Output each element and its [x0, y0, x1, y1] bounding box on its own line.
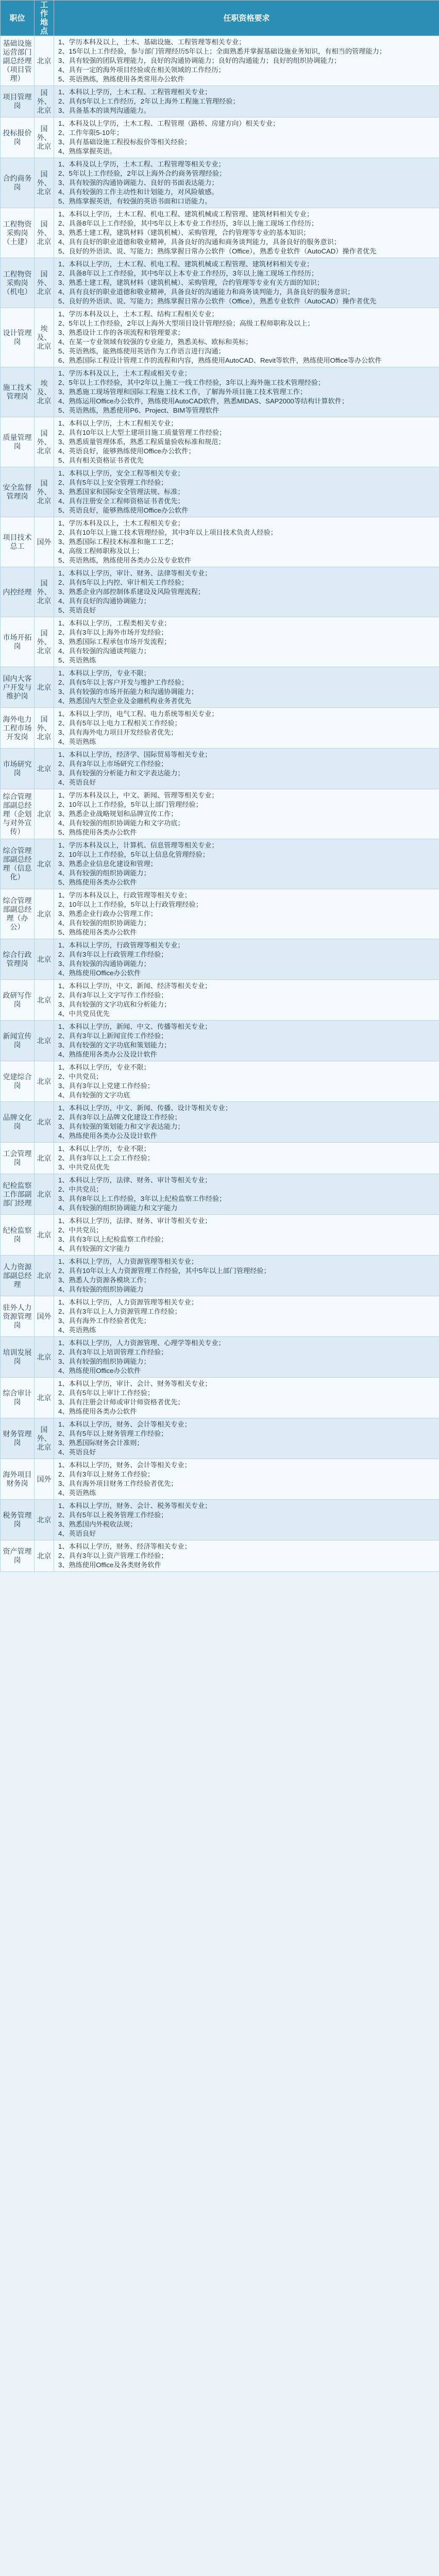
- requirements-cell: [54, 980, 439, 1021]
- requirement-line: 3、具有较强的策划能力和文字表达能力；: [58, 1123, 184, 1130]
- requirement-line: 4、中共党员优先: [58, 1010, 110, 1018]
- requirement-line: 2、具有5年以上审计工作经验；: [58, 1389, 155, 1397]
- requirement-line: 1、本科以上学历，专业不限；: [58, 669, 150, 677]
- table-row: [1, 467, 439, 517]
- requirement-line: 4、具有注册安全工程师资格证书者优先；: [58, 497, 184, 505]
- position-name: 工程物资采购岗（机电）: [1, 258, 35, 308]
- requirements-cell: [54, 1418, 439, 1459]
- requirement-line: 3、具有海外项目财务工作经验者优先；: [58, 1480, 178, 1487]
- requirement-line: 1、本科以上学历，人力资源管理等相关专业；: [58, 1258, 198, 1265]
- work-location: 北京: [35, 889, 54, 939]
- requirement-line: 4、英语良好，能够熟练使用Office办公软件；: [58, 447, 195, 455]
- table-row: [1, 1102, 439, 1143]
- requirements-cell: [54, 1540, 439, 1572]
- requirements-cell: [54, 1256, 439, 1296]
- requirement-line: 4、英语良好: [58, 1448, 96, 1456]
- requirement-line: 1、学历本科及以上，土木工程、结构工程相关专业；: [58, 310, 218, 318]
- requirement-line: 1、本科以上学历，专业不限；: [58, 1063, 150, 1071]
- requirements-cell: [54, 1500, 439, 1540]
- requirement-line: 1、本科以上学历，安全工程等相关专业；: [58, 469, 184, 477]
- work-location: 北京: [35, 1215, 54, 1256]
- requirement-line: 5、具有相关资格证书者优先: [58, 456, 144, 464]
- requirement-line: 1、本科以上学历，中文、新闻、经济等相关专业；: [58, 982, 212, 990]
- requirement-line: 4、具有较强的文字功底: [58, 1091, 130, 1099]
- work-location: 埃及、北京: [35, 308, 54, 367]
- position-name: 工会管理岗: [1, 1143, 35, 1174]
- requirement-line: 3、具有基础设施工程投标报价等相关经验；: [58, 138, 191, 146]
- requirement-line: 3、熟悉国际工程承包市场开发流程；: [58, 638, 171, 646]
- work-location: 国外、北京: [35, 208, 54, 258]
- position-name: 市场研究岗: [1, 749, 35, 789]
- requirement-line: 2、中共党员；: [58, 1226, 103, 1234]
- table-row: [1, 839, 439, 889]
- requirement-line: 4、英语熟练: [58, 738, 96, 745]
- work-location: 北京: [35, 839, 54, 889]
- position-name: 工程物资采购岗（土建）: [1, 208, 35, 258]
- work-location: 北京: [35, 789, 54, 839]
- requirement-line: 1、本科以上学历，审计、财务、法律等相关专业；: [58, 569, 212, 577]
- requirement-line: 3、具有较强的沟通协调能力、良好的书面表达能力；: [58, 179, 218, 187]
- requirement-line: 3、熟悉土建工程，建筑材料（建筑机械）、采购管理，合约管理等专业有关方面的知识；: [58, 279, 324, 286]
- requirement-line: 3、具有较强的文字功底和策划能力；: [58, 1041, 171, 1049]
- work-location: 国外、北京: [35, 1418, 54, 1459]
- requirement-line: 1、本科及以上学历，土木工程、工程管理等相关专业；: [58, 160, 225, 168]
- position-name: 政研写作岗: [1, 980, 35, 1021]
- requirement-line: 2、具有3年以上财务工作经验；: [58, 1470, 155, 1478]
- requirement-line: 3、具有较强的市场开拓能力和沟通协调能力；: [58, 688, 198, 696]
- requirement-line: 1、学历本科及以上，中文、新闻、管理等相关专业；: [58, 791, 218, 799]
- table-row: [1, 708, 439, 749]
- requirement-line: 1、本科以上学历，财务、会计、税务等相关专业；: [58, 1502, 212, 1510]
- requirement-line: 1、学历本科及以上，土木工程相关专业；: [58, 519, 184, 527]
- requirement-line: 2、具备8年以上工作经验，其中5年以上本专业工作经历，3年以上施工现场工作经历；: [58, 269, 318, 277]
- requirement-line: 4、英语良好: [58, 778, 96, 786]
- requirement-line: 4、具有一定的海外项目经验或在相关领域的工作经历；: [58, 66, 225, 74]
- requirement-line: 4、具有较强的工作主动性和计划能力，对风险敏感。: [58, 188, 218, 196]
- requirements-cell: [54, 117, 439, 158]
- work-location: 北京: [35, 1378, 54, 1418]
- work-location: 国外、北京: [35, 158, 54, 208]
- requirement-line: 2、具有5年以上工作经历，2年以上海外工程施工管理经验；: [58, 97, 240, 105]
- position-name: 新闻宣传岗: [1, 1021, 35, 1061]
- requirement-line: 3、熟悉企业内部控制体系建设及风险管理流程；: [58, 588, 205, 596]
- requirement-line: 5、英语熟练，熟练使用各类办公及专业软件: [58, 556, 191, 564]
- requirement-line: 3、熟悉设计工作的各项流程和管理要求；: [58, 329, 184, 336]
- position-name: 综合行政管理岗: [1, 939, 35, 980]
- requirements-cell: [54, 308, 439, 367]
- requirements-cell: [54, 158, 439, 208]
- position-name: 合约商务岗: [1, 158, 35, 208]
- requirement-line: 3、具有较强的文字功底和分析能力；: [58, 1001, 171, 1008]
- requirement-line: 3、熟悉国际财务会计准则；: [58, 1439, 144, 1447]
- work-location: 北京: [35, 36, 54, 86]
- requirements-cell: [54, 1459, 439, 1500]
- requirement-line: 2、具有5年以上内控、审计相关工作经验；: [58, 579, 189, 586]
- requirement-line: 3、熟悉企业战略规划和品牌宣传工作；: [58, 810, 178, 818]
- table-row: [1, 1021, 439, 1061]
- requirement-line: 4、熟练使用Office办公软件: [58, 1367, 141, 1375]
- position-name: 纪检监察工作部副部门经理: [1, 1174, 35, 1215]
- table-row: [1, 889, 439, 939]
- requirement-line: 2、中共党员；: [58, 1185, 103, 1193]
- table-row: [1, 86, 439, 117]
- requirement-line: 3、具有较强的沟通协调能力；: [58, 960, 150, 968]
- requirement-line: 2、具有3年以上行政管理工作经验；: [58, 951, 168, 958]
- table-row: [1, 208, 439, 258]
- work-location: 国外、北京: [35, 86, 54, 117]
- requirement-line: 4、英语熟练: [58, 1326, 96, 1334]
- work-location: 国外: [35, 517, 54, 567]
- requirement-line: 4、熟练使用Office办公软件: [58, 969, 141, 977]
- position-name: 内控经理: [1, 567, 35, 617]
- requirement-line: 4、具有较强的组织协调能力: [58, 1285, 144, 1293]
- requirement-line: 1、本科以上学历，财务、经济等相关专业；: [58, 1543, 191, 1550]
- work-location: 北京: [35, 1540, 54, 1572]
- requirement-line: 4、具有较强的组织协调能力和文字功底；: [58, 819, 184, 827]
- requirement-line: 2、具有5年以上电力工程相关工作经验；: [58, 719, 181, 727]
- requirement-line: 1、本科以上学历，经济学、国际贸易等相关专业；: [58, 751, 212, 758]
- work-location: 北京: [35, 980, 54, 1021]
- requirement-line: 4、英语熟练: [58, 1489, 96, 1497]
- requirement-line: 5、熟练掌握英语，有较强的英语书面和口语能力。: [58, 197, 212, 205]
- requirement-line: 1、本科以上学历，土木工程、机电工程、建筑机械或工程管理、建筑材料相关专业；: [58, 210, 314, 218]
- requirement-line: 3、熟悉施工现场管理和国际工程施工技术工作，了解海外项目施工技术管理工作；: [58, 388, 307, 396]
- requirement-line: 4、具有较强的沟通谈判能力；: [58, 647, 150, 655]
- requirement-line: 4、英语良好: [58, 1530, 96, 1537]
- table-row: [1, 308, 439, 367]
- position-name: 综合管理部副总经理（企划与对外宣传）: [1, 789, 35, 839]
- requirement-line: 1、本科以上学历，工程类相关专业；: [58, 619, 171, 627]
- requirement-line: 4、熟练使用各类办公及设计软件: [58, 1050, 157, 1058]
- work-location: 国外、北京: [35, 708, 54, 749]
- requirement-line: 1、学历本科及以上，土木、基础设施、工程管理等相关专业；: [58, 38, 246, 46]
- requirement-line: 3、熟悉国家和国际安全管理法规、标准；: [58, 488, 184, 496]
- requirement-line: 2、中共党员；: [58, 1073, 103, 1080]
- requirement-line: 3、熟悉人力资源各模块工作；: [58, 1276, 150, 1284]
- requirements-cell: [54, 1143, 439, 1174]
- requirement-line: 2、具有5年以上客户开发与维护工作经验；: [58, 679, 189, 686]
- table-header-row: [1, 1, 439, 36]
- requirement-line: 3、具有较强的分析能力和文字表达能力；: [58, 769, 184, 777]
- requirements-cell: [54, 208, 439, 258]
- position-name: 施工技术管理岗: [1, 367, 35, 417]
- requirement-line: 5、英语熟练，熟悉使用P6、Project、BIM等管理软件: [58, 406, 220, 414]
- position-name: 党建综合岗: [1, 1061, 35, 1102]
- position-name: 培训发展岗: [1, 1337, 35, 1378]
- table-row: [1, 1500, 439, 1540]
- table-row: [1, 1143, 439, 1174]
- requirement-line: 1、学历本科及以上，计算机、信息管理等相关专业；: [58, 841, 218, 849]
- work-location: 北京: [35, 1021, 54, 1061]
- requirement-line: 3、具有海外电力项目开发经验者优先；: [58, 728, 178, 736]
- position-name: 海外项目财务岗: [1, 1459, 35, 1500]
- requirements-column-header: 任职资格要求: [54, 1, 439, 36]
- table-row: [1, 1296, 439, 1337]
- requirement-line: 2、具有3年以上人力资源管理工作经验；: [58, 1308, 181, 1315]
- table-row: [1, 117, 439, 158]
- work-location: 国外: [35, 1459, 54, 1500]
- requirement-line: 2、5年以上工作经验，2年以上海外合约商务管理经验；: [58, 170, 226, 177]
- work-location: 北京: [35, 667, 54, 708]
- requirements-cell: [54, 749, 439, 789]
- work-location: 北京: [35, 939, 54, 980]
- requirement-line: 3、具有较强的团队管理能力，良好的沟通协调能力；良好的沟通能力；良好的组织协调能力；: [58, 57, 341, 64]
- work-location: 北京: [35, 1143, 54, 1174]
- table-row: [1, 1215, 439, 1256]
- requirement-line: 1、本科以上学历，行政管理等相关专业；: [58, 941, 184, 949]
- work-location: 国外、北京: [35, 467, 54, 517]
- table-row: [1, 367, 439, 417]
- requirement-line: 5、熟练使用各类办公软件: [58, 828, 137, 836]
- table-row: [1, 417, 439, 467]
- requirement-line: 4、具有较强的组织协调能力和文字能力: [58, 1204, 178, 1212]
- position-name: 财务管理岗: [1, 1418, 35, 1459]
- position-name: 综合管理部副总经理（办公）: [1, 889, 35, 939]
- requirement-line: 2、具有10年以上施工技术管理经验，其中3年以上项目技术负责人经验；: [58, 529, 277, 536]
- requirement-line: 2、10年以上工作经验，5年以上行政管理经验；: [58, 901, 202, 908]
- requirement-line: 2、具有3年以上培训管理工作经验；: [58, 1348, 168, 1356]
- table-row: [1, 1540, 439, 1572]
- requirement-line: 2、具有3年以上资产管理工作经验；: [58, 1552, 168, 1560]
- table-row: [1, 749, 439, 789]
- job-rows: [1, 36, 439, 1572]
- requirements-cell: [54, 417, 439, 467]
- requirement-line: 1、本科以上学历，新闻、中文、传播等相关专业；: [58, 1023, 212, 1030]
- requirement-line: 1、本科以上学历，中文、新闻、传播、设计等相关专业；: [58, 1104, 232, 1112]
- table-row: [1, 667, 439, 708]
- position-name: 税务管理岗: [1, 1500, 35, 1540]
- requirement-line: 3、具有较强的组织协调能力；: [58, 1358, 150, 1365]
- requirements-cell: [54, 1378, 439, 1418]
- requirement-line: 5、英语熟练，熟练使用各类常用办公软件: [58, 75, 184, 83]
- requirement-line: 1、本科以上学历，人力资源管理、心理学等相关专业；: [58, 1339, 225, 1347]
- requirement-line: 3、具有注册会计师或审计师资格者优先；: [58, 1398, 184, 1406]
- requirement-line: 3、熟练使用Office及各类财务软件: [58, 1561, 161, 1569]
- requirements-cell: [54, 839, 439, 889]
- work-location: 北京: [35, 1061, 54, 1102]
- requirements-cell: [54, 1174, 439, 1215]
- requirements-cell: [54, 1102, 439, 1143]
- position-name: 综合审计岗: [1, 1378, 35, 1418]
- requirement-line: 2、具备8年以上工作经验，其中5年以上本专业工作经历，3年以上施工现场工作经历；: [58, 219, 318, 227]
- requirement-line: 4、具有较强的文字能力: [58, 1245, 130, 1252]
- requirement-line: 2、具有10年以上大型土建项目施工质量管理工作经验；: [58, 429, 226, 436]
- position-name: 海外电力工程市场开发岗: [1, 708, 35, 749]
- table-row: [1, 1418, 439, 1459]
- requirement-line: 1、本科以上学历，专业不限；: [58, 1145, 150, 1153]
- requirement-line: 3、熟悉质量管理体系，熟悉工程质量验收标准和规范；: [58, 438, 225, 446]
- requirements-cell: [54, 367, 439, 417]
- requirement-line: 2、具有5年以上安全管理工作经验；: [58, 479, 168, 486]
- table-row: [1, 1061, 439, 1102]
- requirement-line: 5、良好的外语读、说、写能力；熟练掌握日常办公软件（Office），熟悉专业软件（AutoCAD）操作者优先: [58, 297, 377, 305]
- requirement-line: 5、良好的外语读、说、写能力；熟练掌握日常办公软件（Office），熟悉专业软件（AutoCAD）操作者优先: [58, 247, 377, 255]
- position-name: 项目技术总工: [1, 517, 35, 567]
- requirement-line: 2、5年以上工作经验，其中2年以上施工一线工作经验，3年以上海外施工技术管理经验；: [58, 379, 325, 386]
- work-location: 国外、北京: [35, 417, 54, 467]
- requirement-line: 1、本科以上学历，土木工程相关专业；: [58, 419, 178, 427]
- work-location: 北京: [35, 1256, 54, 1296]
- requirement-line: 3、具有8年以上工作经验，3年以上纪检监察工作经验；: [58, 1195, 226, 1202]
- requirement-line: 4、熟练运用Office办公软件，熟练使用AutoCAD软件，熟悉MIDAS、SAP2000等结构计算软件；: [58, 397, 349, 405]
- table-row: [1, 1337, 439, 1378]
- requirements-cell: [54, 36, 439, 86]
- requirement-line: 2、具有3年以上工会工作经验；: [58, 1154, 155, 1162]
- requirement-line: 2、具有3年以上市场研究工作经验；: [58, 760, 168, 768]
- position-name: 纪检监察岗: [1, 1215, 35, 1256]
- work-location: 北京: [35, 749, 54, 789]
- requirements-cell: [54, 889, 439, 939]
- requirement-line: 6、熟悉国际工程设计管理工作的流程和内容，熟练使用AutoCAD、Revit等软件，熟练使用Office等办公软件: [58, 357, 382, 364]
- requirement-line: 1、本科以上学历，审计、会计、财务等相关专业；: [58, 1380, 212, 1387]
- requirements-cell: [54, 708, 439, 749]
- requirement-line: 2、5年以上工作经验，2年以上海外大型项目设计管理经验；高级工程师职称及以上；: [58, 319, 314, 327]
- work-location: 北京: [35, 1500, 54, 1540]
- requirement-line: 2、工作年限5-10年；: [58, 129, 124, 137]
- work-location: 北京: [35, 1337, 54, 1378]
- table-row: [1, 36, 439, 86]
- requirement-line: 3、具有海外工作经验者优先；: [58, 1317, 150, 1325]
- table-row: [1, 1174, 439, 1215]
- position-name: 资产管理岗: [1, 1540, 35, 1572]
- requirement-line: 3、熟悉国际工程技术标准和施工工艺；: [58, 538, 178, 546]
- requirement-line: 5、英语熟练，能熟练使用英语作为工作语言进行沟通；: [58, 347, 225, 355]
- table-row: [1, 1256, 439, 1296]
- requirement-line: 1、本科以上学历，人力资源管理等相关专业；: [58, 1298, 198, 1306]
- requirement-line: 4、熟练使用各类办公软件: [58, 1408, 137, 1415]
- requirement-line: 4、具有良好的沟通协调能力；: [58, 597, 150, 605]
- table-row: [1, 567, 439, 617]
- requirement-line: 1、本科以上学历，土木工程、机电工程、建筑机械或工程管理、建筑材料相关专业；: [58, 260, 314, 268]
- requirement-line: 3、熟悉企业行政办公管理工作；: [58, 910, 157, 918]
- requirements-cell: [54, 617, 439, 667]
- table-row: [1, 1378, 439, 1418]
- table-row: [1, 617, 439, 667]
- table-row: [1, 939, 439, 980]
- requirement-line: 4、具有良好的职业道德和敬业精神，具备良好的沟通和商务谈判能力，具备良好的服务意识；: [58, 238, 341, 246]
- requirement-line: 3、具有3年以上纪检监察工作经验；: [58, 1235, 168, 1243]
- position-name: 基础设施运营部门副总经理（项目管理）: [1, 36, 35, 86]
- work-location: 北京: [35, 1174, 54, 1215]
- requirement-line: 3、中共党员优先: [58, 1163, 110, 1171]
- requirement-line: 2、具有10年以上人力资源管理工作经验，其中5年以上部门管理经验；: [58, 1267, 271, 1275]
- position-name: 市场开拓岗: [1, 617, 35, 667]
- table-row: [1, 980, 439, 1021]
- requirement-line: 4、熟练使用各类办公及设计软件: [58, 1132, 157, 1140]
- requirement-line: 5、英语良好，能够熟练使用Office办公软件: [58, 506, 189, 514]
- position-name: 安全监督管理岗: [1, 467, 35, 517]
- requirement-line: 3、熟悉企业信息化建设和管理；: [58, 860, 157, 868]
- requirement-line: 3、熟悉土建工程，建筑材料（建筑机械）、采购管理，合约管理等专业的基本知识；: [58, 229, 310, 236]
- work-location: 国外、北京: [35, 117, 54, 158]
- requirements-cell: [54, 1021, 439, 1061]
- requirement-line: 2、具有3年以上新闻宣传工作经验；: [58, 1032, 168, 1040]
- requirement-line: 2、10年以上工作经验，5年以上信息化管理经验；: [58, 851, 210, 858]
- requirement-line: 5、英语熟练: [58, 656, 96, 664]
- position-name: 综合管理部副总经理（信息化）: [1, 839, 35, 889]
- position-name: 品牌文化岗: [1, 1102, 35, 1143]
- requirements-cell: [54, 567, 439, 617]
- requirement-line: 2、具有3年以上文字写作工作经验；: [58, 991, 168, 999]
- requirement-line: 4、熟悉国内大型企业及金融机构业务者优先: [58, 697, 191, 705]
- requirement-line: 5、熟练使用各类办公软件: [58, 878, 137, 886]
- requirement-line: 1、本科以上学历，电气工程、电力系统等相关专业；: [58, 710, 218, 718]
- position-name: 投标报价岗: [1, 117, 35, 158]
- requirements-cell: [54, 667, 439, 708]
- requirement-line: 4、具有较强的组织协调能力；: [58, 869, 150, 877]
- requirement-line: 3、具备基本的谈判沟通能力。: [58, 107, 150, 114]
- requirement-line: 4、高级工程师职称及以上；: [58, 547, 144, 555]
- table-row: [1, 1459, 439, 1500]
- work-location: 国外、北京: [35, 258, 54, 308]
- position-name: 质量管理岗: [1, 417, 35, 467]
- requirement-line: 2、10年以上工作经验，5年以上部门管理经验；: [58, 801, 202, 808]
- table-row: [1, 517, 439, 567]
- requirement-line: 1、本科以上学历，土木工程、工程管理相关专业；: [58, 88, 212, 96]
- requirements-cell: [54, 467, 439, 517]
- position-column-header: 职位: [1, 1, 35, 36]
- requirement-line: 1、学历本科及以上，土木工程或相关专业；: [58, 369, 191, 377]
- requirement-line: 4、在某一专业领域有较强的专业能力，熟悉美标、欧标和英标；: [58, 338, 252, 346]
- work-location: 北京: [35, 1102, 54, 1143]
- requirement-line: 5、英语良好: [58, 606, 96, 614]
- requirement-line: 5、熟练使用各类办公软件: [58, 928, 137, 936]
- requirement-line: 1、本科以上学历，法律、财务、审计等相关专业；: [58, 1217, 212, 1225]
- table-row: [1, 258, 439, 308]
- requirement-line: 4、具有较强的组织协调能力；: [58, 919, 150, 927]
- position-name: 国内大客户开发与维护岗: [1, 667, 35, 708]
- work-location: 埃及、北京: [35, 367, 54, 417]
- requirement-line: 1、学历本科及以上，行政管理等相关专业；: [58, 891, 191, 899]
- requirement-line: 3、熟悉国内外税收法规；: [58, 1520, 137, 1528]
- table-row: [1, 158, 439, 208]
- requirement-line: 4、具有良好的职业道德和敬业精神，具备良好的沟通能力和商务谈判能力，具备良好的服务意识；: [58, 288, 354, 296]
- requirement-line: 2、具有3年以上海外市场开发经验；: [58, 629, 168, 636]
- position-name: 项目管理岗: [1, 86, 35, 117]
- requirement-line: 2、具有5年以上税务管理工作经验；: [58, 1511, 168, 1519]
- position-name: 驻外人力资源管理岗: [1, 1296, 35, 1337]
- requirements-cell: [54, 86, 439, 117]
- work-location: 国外: [35, 1296, 54, 1337]
- requirement-line: 2、具有3年以上品牌文化建设工作经验；: [58, 1113, 181, 1121]
- position-name: 设计管理岗: [1, 308, 35, 367]
- requirements-cell: [54, 1061, 439, 1102]
- location-column-header: 工作地点: [35, 1, 54, 36]
- requirements-cell: [54, 789, 439, 839]
- requirements-cell: [54, 939, 439, 980]
- requirements-cell: [54, 258, 439, 308]
- requirement-line: 1、本科及以上学历，土木工程、工程管理（路桥、房建方向）相关专业；: [58, 120, 280, 127]
- work-location: 国外、北京: [35, 617, 54, 667]
- requirement-line: 2、15年以上工作经验，参与部门管理经历5年以上；全面熟悉并掌握基础设施业务知识，有相当的管理能力；: [58, 47, 386, 55]
- requirements-cell: [54, 517, 439, 567]
- work-location: 国外、北京: [35, 567, 54, 617]
- requirements-cell: [54, 1296, 439, 1337]
- requirement-line: 1、本科以上学历，财务、会计等相关专业；: [58, 1420, 191, 1428]
- requirement-line: 1、本科以上学历，法律、财务、审计等相关专业；: [58, 1176, 212, 1184]
- requirements-cell: [54, 1215, 439, 1256]
- table-row: [1, 789, 439, 839]
- requirements-cell: [54, 1337, 439, 1378]
- requirement-line: 4、熟练掌握英语。: [58, 147, 116, 155]
- requirement-line: 2、具有5年以上财务管理工作经验；: [58, 1430, 168, 1437]
- position-name: 人力资源部副总经理: [1, 1256, 35, 1296]
- requirement-line: 3、具有3年以上党建工作经验；: [58, 1082, 155, 1090]
- requirement-line: 1、本科以上学历，财务、会计等相关专业；: [58, 1461, 191, 1469]
